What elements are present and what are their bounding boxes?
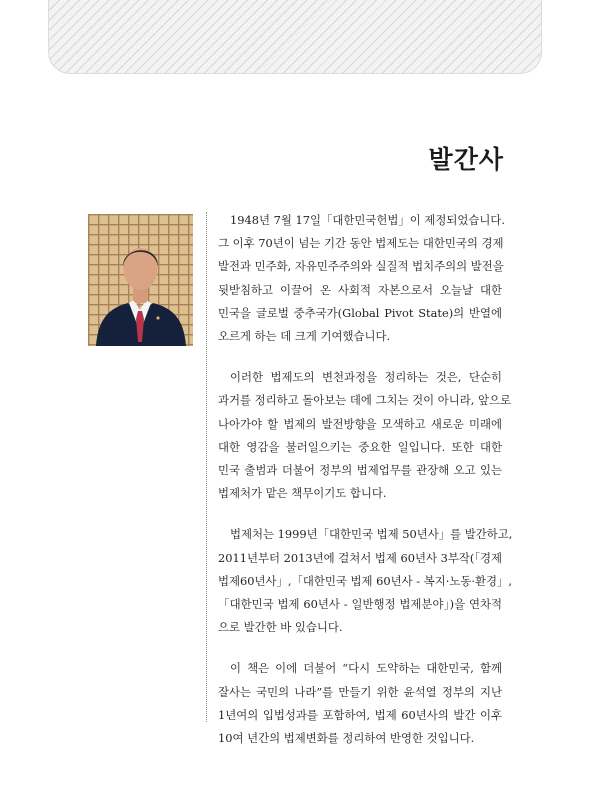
text-line: 대한 영감을 불러일으키는 중요한 일입니다. 또한 대한 [218,439,502,454]
text-line: 과거를 정리하고 돌아보는 데에 그치는 것이 아니라, 앞으로 [218,393,512,408]
text-line: 1년여의 입법성과를 포함하여, 법제 60년사의 발간 이후 [218,707,502,722]
paragraph-1 [218,209,506,348]
text-line: 법제60년사」,「대한민국 법제 60년사 - 복지·노동·환경」, [218,573,513,588]
text-line: 이 책은 이에 더불어 “다시 도약하는 대한민국, 함께 [230,661,502,676]
text-line: 민국을 글로벌 중추국가(Global Pivot State)의 반열에 [218,305,502,320]
text-line: 「대한민국 법제 60년사 - 일반행정 법제분야」)을 연차적 [218,597,502,612]
header-decorative-band [48,0,542,74]
text-line: 법제처가 맡은 책무이기도 합니다. [218,486,387,501]
text-line: 발전과 민주화, 자유민주주의와 실질적 법치주의의 발전을 [218,259,504,274]
paragraph-2 [218,366,512,505]
portrait-photo [88,214,193,346]
text-line: 오르게 하는 데 크게 기여했습니다. [218,329,391,344]
vertical-dotted-divider [206,212,207,722]
paragraph-3 [218,523,513,639]
portrait-image [88,214,193,346]
text-line: 으로 발간한 바 있습니다. [218,620,343,635]
text-line: 이러한 법제도의 변천과정을 정리하는 것은, 단순히 [230,370,502,385]
page-title: 발간사 [428,145,504,174]
text-line: 잘사는 국민의 나라”를 만들기 위한 윤석열 정부의 지난 [218,684,502,699]
paragraph-4 [218,657,502,750]
text-line: 법제처는 1999년「대한민국 법제 50년사」를 발간하고, [230,527,513,542]
text-line: 1948년 7월 17일「대한민국헌법」이 제정되었습니다. [230,213,506,227]
text-line: 뒷받침하고 이끌어 온 사회적 자본으로서 오늘날 대한 [218,282,502,297]
text-line: 2011년부터 2013년에 걸쳐서 법제 60년사 3부작(「경제 [218,550,503,565]
text-line: 10여 년간의 법제변화를 정리하여 반영한 것입니다. [218,731,475,746]
foreword-body [218,209,513,768]
text-line: 그 이후 70년이 넘는 기간 동안 법제도는 대한민국의 경제 [218,236,504,251]
text-line: 나아가야 할 법제의 발전방향을 모색하고 새로운 미래에 [218,416,502,431]
text-line: 민국 출범과 더불어 정부의 법제업무를 관장해 오고 있는 [218,463,502,478]
